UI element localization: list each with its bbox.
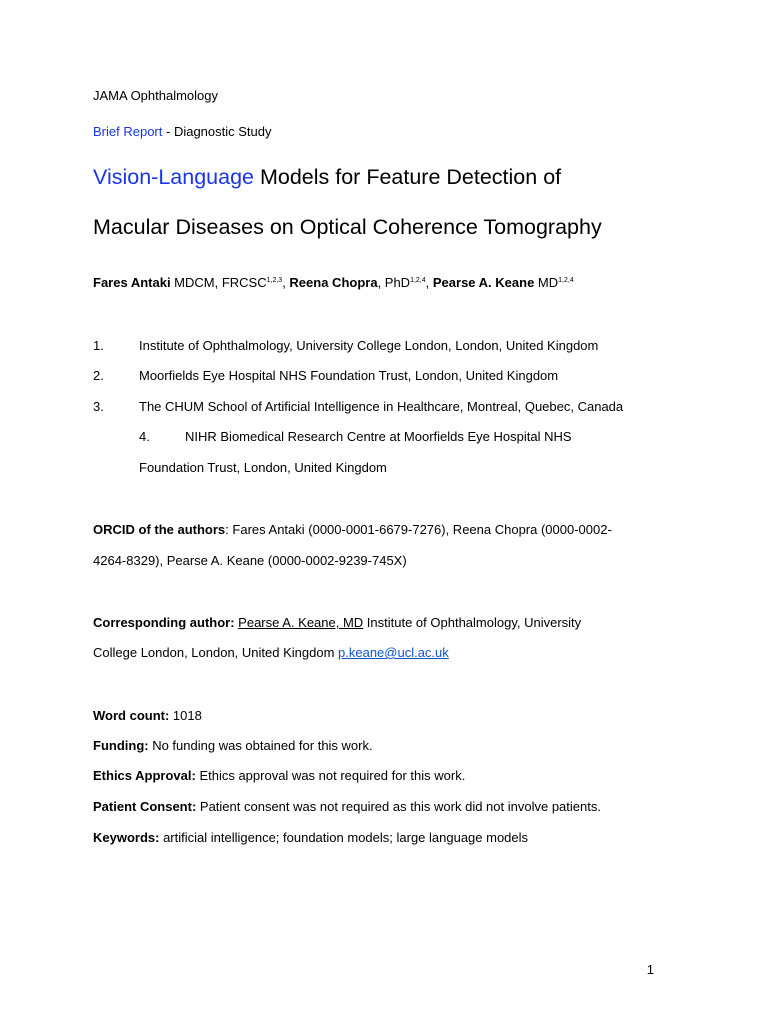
affiliation-text: Institute of Ophthalmology, University College London, London, United Kingdom <box>139 338 599 353</box>
article-type <box>93 125 272 138</box>
author-name: Fares Antaki <box>93 275 171 290</box>
author-affiliation-numbers: 1,2,4 <box>558 277 574 284</box>
affiliation-number: 2. <box>93 368 104 383</box>
affiliation-item <box>93 369 558 382</box>
author-degrees: , PhD <box>377 275 411 290</box>
author-affiliation-numbers: 1,2,3 <box>266 277 283 284</box>
patient-consent <box>93 800 601 813</box>
corresponding-author-name: Pearse A. Keane, MD <box>238 615 364 630</box>
affiliation-item <box>139 430 572 443</box>
email-link[interactable]: p.keane@ucl.ac.uk <box>338 645 449 660</box>
meta-label: Patient Consent: <box>93 799 197 814</box>
word-count <box>93 709 202 722</box>
title-line-1 <box>93 167 561 189</box>
corresponding-author-location: College London, London, United Kingdom <box>93 645 339 660</box>
title-line-2: Macular Diseases on Optical Coherence Tomography <box>93 215 602 239</box>
meta-label: Word count: <box>93 708 170 723</box>
affiliation-continuation: Foundation Trust, London, United Kingdom <box>139 460 387 475</box>
article-type-separator: - <box>162 124 174 139</box>
funding <box>93 739 373 752</box>
corresponding-author-affiliation: Institute of Ophthalmology, University <box>363 615 582 630</box>
article-category: Diagnostic Study <box>173 124 272 139</box>
page-number: 1 <box>646 962 654 977</box>
title-highlight: Vision-Language <box>93 165 254 189</box>
affiliation-number: 4. <box>139 429 150 444</box>
author-list <box>93 276 574 289</box>
meta-value: 1018 <box>169 708 202 723</box>
affiliation-text: NIHR Biomedical Research Centre at Moorfields Eye Hospital NHS <box>185 429 572 444</box>
meta-label: Ethics Approval: <box>93 768 196 783</box>
author-separator: , <box>282 275 290 290</box>
keywords <box>93 831 528 844</box>
orcid-text: : Fares Antaki (0000-0001-6679-7276), Reena Chopra (0000-0002- <box>225 522 612 537</box>
orcid-line-2: 4264-8329), Pearse A. Keane (0000-0002-9239-745X) <box>93 553 407 568</box>
author-degrees: MD <box>534 275 559 290</box>
orcid-label: ORCID of the authors <box>93 522 226 537</box>
meta-value: artificial intelligence; foundation models; large language models <box>159 830 529 845</box>
meta-value: No funding was obtained for this work. <box>148 738 373 753</box>
meta-value: Ethics approval was not required for this work. <box>195 768 466 783</box>
affiliation-item <box>93 400 623 413</box>
affiliation-item <box>93 339 598 352</box>
author-name: Reena Chopra <box>289 275 378 290</box>
journal-name: JAMA Ophthalmology <box>93 88 219 103</box>
ethics-approval <box>93 769 465 782</box>
corresponding-author-label: Corresponding author: <box>93 615 235 630</box>
title-line1-rest: Models for Feature Detection of <box>254 165 562 189</box>
author-name: Pearse A. Keane <box>432 275 535 290</box>
meta-label: Funding: <box>93 738 149 753</box>
corresponding-author-line-1 <box>93 616 581 629</box>
affiliation-number: 1. <box>93 338 104 353</box>
author-separator: , <box>425 275 433 290</box>
corresponding-author-line-2 <box>93 646 449 659</box>
affiliation-text: The CHUM School of Artificial Intelligence in Healthcare, Montreal, Quebec, Canada <box>139 399 624 414</box>
meta-label: Keywords: <box>93 830 160 845</box>
author-affiliation-numbers: 1,2,4 <box>410 277 426 284</box>
affiliation-number: 3. <box>93 399 104 414</box>
author-degrees: MDCM, FRCSC <box>170 275 267 290</box>
affiliation-text: Moorfields Eye Hospital NHS Foundation Trust, London, United Kingdom <box>139 368 559 383</box>
meta-value: Patient consent was not required as this work did not involve patients. <box>196 799 601 814</box>
article-type-label: Brief Report <box>93 124 163 139</box>
orcid-line-1 <box>93 523 612 536</box>
